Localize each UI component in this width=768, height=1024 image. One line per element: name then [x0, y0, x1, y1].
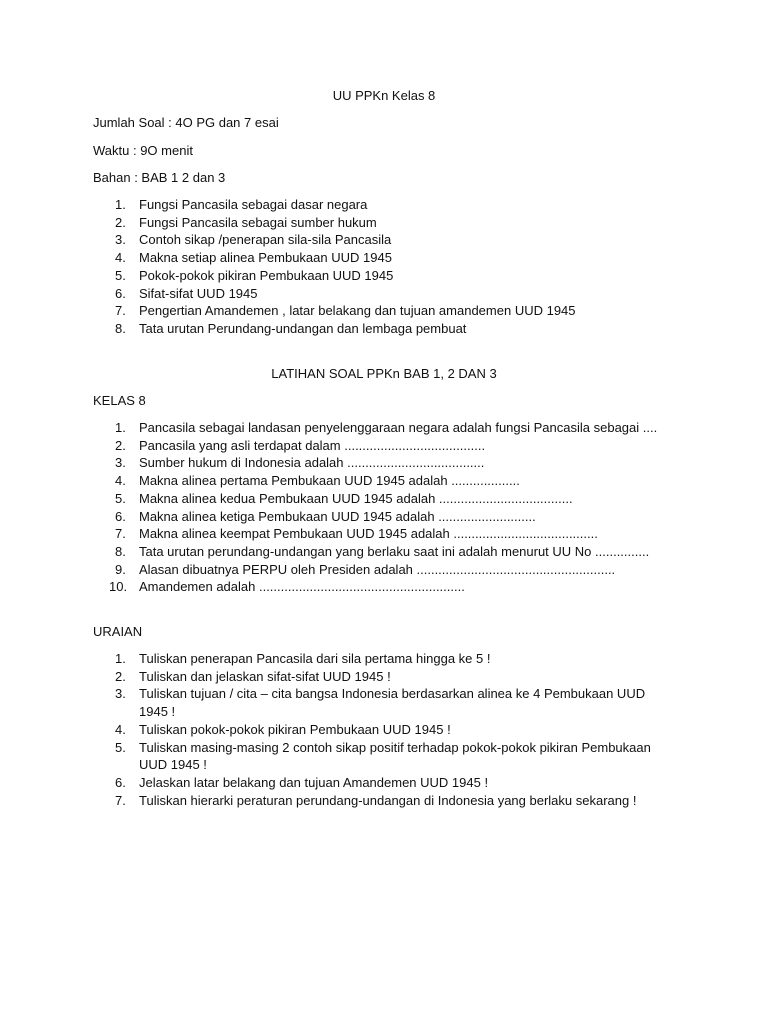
list-item: 1. Fungsi Pancasila sebagai dasar negara: [115, 197, 368, 212]
list-item: 5. Makna alinea kedua Pembukaan UUD 1945 adalah .....................................: [115, 490, 573, 506]
list-item: 7. Tuliskan hierarki peraturan perundang-undangan di Indonesia yang berlaku sekarang !: [115, 792, 637, 808]
list-item: 5. Pokok-pokok pikiran Pembukaan UUD 1945: [115, 267, 394, 283]
list-item: 3. Sumber hukum di Indonesia adalah ......................................: [115, 455, 485, 471]
question-text: Tuliskan penerapan Pancasila dari sila pertama hingga ke 5 !: [139, 651, 491, 666]
question-text: Tuliskan pokok-pokok pikiran Pembukaan UUD 1945 !: [139, 721, 451, 737]
document-title: UU PPKn Kelas 8: [332, 88, 436, 103]
topic-text: Fungsi Pancasila sebagai sumber hukum: [139, 214, 377, 230]
uraian-questions-list: [93, 650, 693, 809]
list-item: 10. Amandemen adalah .........................................................: [109, 579, 465, 595]
question-text: Pancasila sebagai landasan penyelenggaraan negara adalah fungsi Pancasila sebagai ....: [139, 420, 658, 435]
jumlah-soal-line: Jumlah Soal : 4O PG dan 7 esai: [93, 115, 279, 130]
list-item: 1. Tuliskan penerapan Pancasila dari sila pertama hingga ke 5 !: [115, 651, 491, 666]
topic-text: Tata urutan Perundang-undangan dan lembaga pembuat: [139, 320, 467, 336]
topic-text: Contoh sikap /penerapan sila-sila Pancasila: [139, 232, 392, 248]
waktu-line: Waktu : 9O menit: [93, 143, 193, 158]
question-text: Jelaskan latar belakang dan tujuan Amandemen UUD 1945 !: [139, 774, 489, 790]
question-text: Tuliskan dan jelaskan sifat-sifat UUD 1945 !: [139, 668, 391, 684]
question-text: Makna alinea kedua Pembukaan UUD 1945 adalah .....................................: [139, 490, 573, 506]
topic-text: Makna setiap alinea Pembukaan UUD 1945: [139, 250, 392, 266]
list-item: 4. Tuliskan pokok-pokok pikiran Pembukaan UUD 1945 !: [115, 721, 451, 737]
list-item: 8. Tata urutan Perundang-undangan dan lembaga pembuat: [115, 320, 467, 336]
question-text: Tata urutan perundang-undangan yang berlaku saat ini adalah menurut UU No ...............: [139, 543, 650, 559]
question-text: Tuliskan tujuan / cita – cita bangsa Indonesia berdasarkan alinea ke 4 Pembukaan UUD 1945 !: [139, 686, 646, 720]
question-text: Sumber hukum di Indonesia adalah ......................................: [139, 455, 485, 471]
list-item: 6. Sifat-sifat UUD 1945: [115, 285, 258, 301]
topic-text: Fungsi Pancasila sebagai dasar negara: [139, 197, 368, 212]
list-item: 9. Alasan dibuatnya PERPU oleh Presiden adalah .......................................................: [115, 561, 616, 577]
question-text: Tuliskan masing-masing 2 contoh sikap positif terhadap pokok-pokok pikiran Pembukaan UUD 1945 !: [139, 739, 651, 773]
question-text: Pancasila yang asli terdapat dalam .......................................: [139, 437, 486, 453]
list-item: 6. Jelaskan latar belakang dan tujuan Amandemen UUD 1945 !: [115, 774, 489, 790]
topic-text: Sifat-sifat UUD 1945: [139, 285, 258, 301]
list-item: 2. Pancasila yang asli terdapat dalam .......................................: [115, 437, 486, 453]
topics-list: [93, 196, 693, 338]
topic-text: Pengertian Amandemen , latar belakang dan tujuan amandemen UUD 1945: [139, 303, 576, 319]
kelas-line: KELAS 8: [93, 393, 146, 408]
list-item: 6. Makna alinea ketiga Pembukaan UUD 1945 adalah ...........................: [115, 508, 536, 524]
question-text: Alasan dibuatnya PERPU oleh Presiden adalah .......................................................: [139, 561, 616, 577]
latihan-questions-list: [93, 419, 693, 596]
bahan-line: Bahan : BAB 1 2 dan 3: [93, 170, 226, 185]
list-item: 4. Makna setiap alinea Pembukaan UUD 1945: [115, 250, 392, 266]
list-item: 3. Tuliskan tujuan / cita – cita bangsa Indonesia berdasarkan alinea ke 4 Pembukaan UUD 1945 !: [115, 686, 646, 720]
list-item: 8. Tata urutan perundang-undangan yang berlaku saat ini adalah menurut UU No ...............: [115, 543, 650, 559]
list-item: 4. Makna alinea pertama Pembukaan UUD 1945 adalah ...................: [115, 473, 520, 489]
list-item: 2. Tuliskan dan jelaskan sifat-sifat UUD 1945 !: [115, 668, 391, 684]
list-item: 5. Tuliskan masing-masing 2 contoh sikap positif terhadap pokok-pokok pikiran Pembukaan UUD 1945 !: [115, 739, 651, 773]
list-item: 1. Pancasila sebagai landasan penyelenggaraan negara adalah fungsi Pancasila sebagai ....: [115, 420, 658, 435]
question-text: Tuliskan hierarki peraturan perundang-undangan di Indonesia yang berlaku sekarang !: [139, 792, 637, 808]
list-item: 7. Makna alinea keempat Pembukaan UUD 1945 adalah ........................................: [115, 526, 598, 542]
list-item: 3. Contoh sikap /penerapan sila-sila Pancasila: [115, 232, 392, 248]
question-text: Makna alinea keempat Pembukaan UUD 1945 adalah ........................................: [139, 526, 598, 542]
latihan-title: LATIHAN SOAL PPKn BAB 1, 2 DAN 3: [271, 366, 497, 381]
question-text: Makna alinea pertama Pembukaan UUD 1945 adalah ...................: [139, 473, 520, 489]
question-text: Makna alinea ketiga Pembukaan UUD 1945 adalah ...........................: [139, 508, 536, 524]
topic-text: Pokok-pokok pikiran Pembukaan UUD 1945: [139, 267, 394, 283]
list-item: 7. Pengertian Amandemen , latar belakang dan tujuan amandemen UUD 1945: [115, 303, 576, 319]
list-item: 2. Fungsi Pancasila sebagai sumber hukum: [115, 214, 377, 230]
question-text: Amandemen adalah .........................................................: [139, 579, 465, 595]
uraian-title: URAIAN: [93, 624, 143, 639]
